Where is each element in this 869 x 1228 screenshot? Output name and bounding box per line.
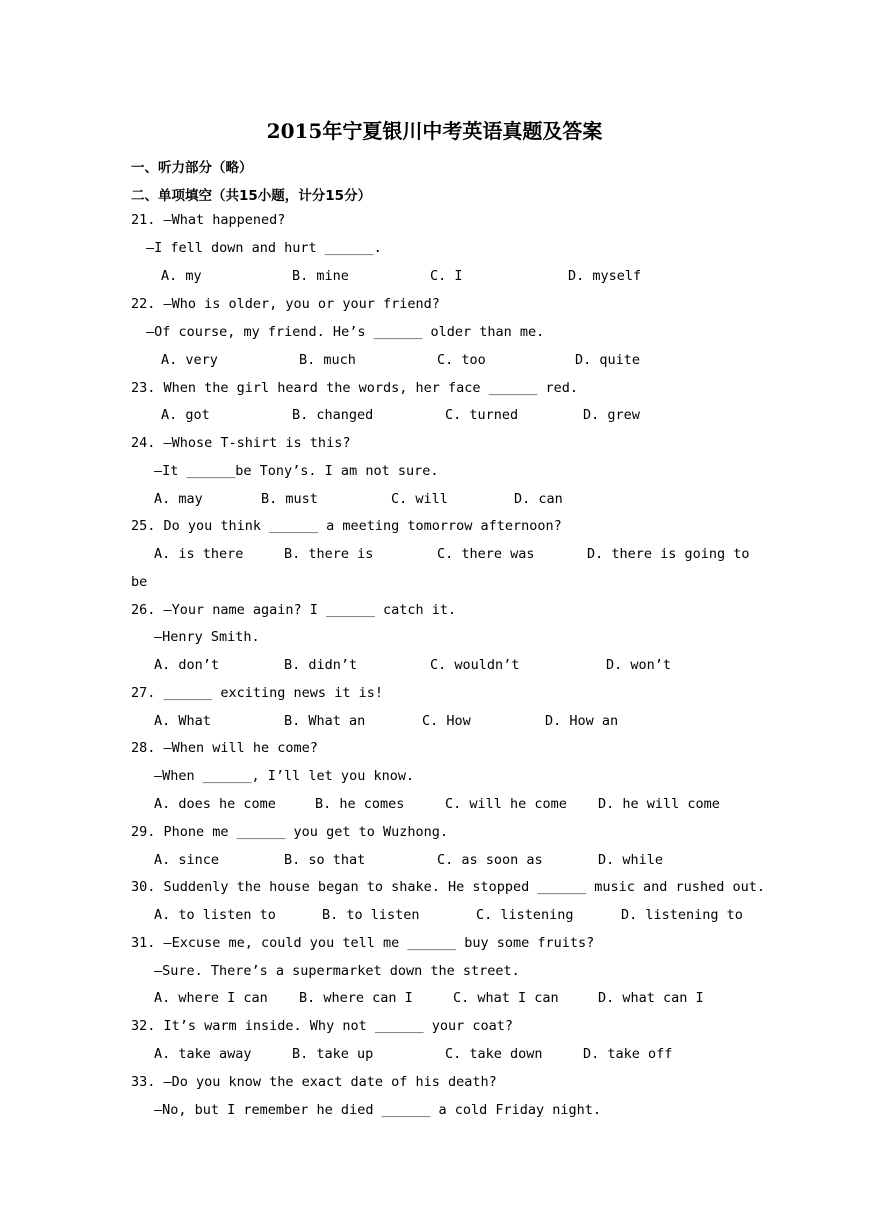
- question-22-option-a: A. very: [161, 352, 218, 368]
- question-26-option-a: A. don’t: [154, 657, 220, 673]
- question-32-option-b: B. take up: [292, 1046, 374, 1062]
- question-29-option-b: B. so that: [284, 852, 366, 868]
- question-25-option-d-wrap: be: [131, 574, 148, 590]
- section-listening: 一、听力部分（略）: [131, 160, 253, 176]
- question-30-option-c: C. listening: [476, 907, 574, 923]
- question-21-option-a: A. my: [161, 268, 202, 284]
- question-27-option-b: B. What an: [284, 713, 366, 729]
- question-31-option-b: B. where can I: [299, 990, 413, 1006]
- question-23-stem: 23. When the girl heard the words, her face ______ red.: [131, 380, 579, 396]
- question-30-stem: 30. Suddenly the house began to shake. He stopped ______ music and rushed out.: [131, 879, 765, 895]
- question-23-option-c: C. turned: [445, 407, 519, 423]
- question-28-option-a: A. does he come: [154, 796, 276, 812]
- question-21-option-d: D. myself: [568, 268, 642, 284]
- question-25-option-a: A. is there: [154, 546, 244, 562]
- question-27-option-a: A. What: [154, 713, 211, 729]
- question-27-stem: 27. ______ exciting news it is!: [131, 685, 383, 701]
- document-title: 2015年宁夏银川中考英语真题及答案: [266, 119, 603, 143]
- question-30-option-a: A. to listen to: [154, 907, 276, 923]
- question-24-option-d: D. can: [514, 491, 563, 507]
- question-21-stem: 21. —What happened?: [131, 212, 286, 228]
- question-28-line2: —When ______, I’ll let you know.: [154, 768, 415, 784]
- question-31-option-c: C. what I can: [453, 990, 559, 1006]
- question-27-option-d: D. How an: [545, 713, 619, 729]
- question-26-option-c: C. wouldn’t: [430, 657, 520, 673]
- question-29-option-c: C. as soon as: [437, 852, 543, 868]
- question-31-line2: —Sure. There’s a supermarket down the street.: [154, 963, 520, 979]
- question-22-option-c: C. too: [437, 352, 486, 368]
- question-32-option-a: A. take away: [154, 1046, 252, 1062]
- question-21-option-b: B. mine: [292, 268, 349, 284]
- question-22-option-d: D. quite: [575, 352, 641, 368]
- question-26-option-b: B. didn’t: [284, 657, 358, 673]
- question-25-option-b: B. there is: [284, 546, 374, 562]
- question-33-stem: 33. —Do you know the exact date of his death?: [131, 1074, 497, 1090]
- question-23-option-b: B. changed: [292, 407, 374, 423]
- question-28-option-d: D. he will come: [598, 796, 720, 812]
- question-24-option-b: B. must: [261, 491, 318, 507]
- question-33-line2: —No, but I remember he died ______ a cold Friday night.: [154, 1102, 602, 1118]
- question-26-option-d: D. won’t: [606, 657, 672, 673]
- question-31-stem: 31. —Excuse me, could you tell me ______ buy some fruits?: [131, 935, 595, 951]
- question-29-option-d: D. while: [598, 852, 664, 868]
- question-32-option-d: D. take off: [583, 1046, 673, 1062]
- question-24-line2: —It ______be Tony’s. I am not sure.: [154, 463, 439, 479]
- question-28-stem: 28. —When will he come?: [131, 740, 318, 756]
- question-31-option-d: D. what can I: [598, 990, 704, 1006]
- question-28-option-c: C. will he come: [445, 796, 567, 812]
- question-23-option-a: A. got: [161, 407, 210, 423]
- question-26-stem: 26. —Your name again? I ______ catch it.: [131, 602, 457, 618]
- question-24-option-a: A. may: [154, 491, 203, 507]
- question-27-option-c: C. How: [422, 713, 471, 729]
- question-25-option-c: C. there was: [437, 546, 535, 562]
- question-32-option-c: C. take down: [445, 1046, 543, 1062]
- question-25-stem: 25. Do you think ______ a meeting tomorrow afternoon?: [131, 518, 562, 534]
- question-32-stem: 32. It’s warm inside. Why not ______ your coat?: [131, 1018, 514, 1034]
- question-21-option-c: C. I: [430, 268, 463, 284]
- question-22-line2: —Of course, my friend. He’s ______ older than me.: [146, 324, 545, 340]
- question-31-option-a: A. where I can: [154, 990, 268, 1006]
- question-29-stem: 29. Phone me ______ you get to Wuzhong.: [131, 824, 448, 840]
- question-22-option-b: B. much: [299, 352, 356, 368]
- question-29-option-a: A. since: [154, 852, 220, 868]
- question-26-line2: —Henry Smith.: [154, 629, 260, 645]
- question-30-option-b: B. to listen: [322, 907, 420, 923]
- question-22-stem: 22. —Who is older, you or your friend?: [131, 296, 440, 312]
- question-24-stem: 24. —Whose T-shirt is this?: [131, 435, 351, 451]
- question-21-line2: —I fell down and hurt ______.: [146, 240, 382, 256]
- question-25-option-d: D. there is going to: [587, 546, 750, 562]
- question-23-option-d: D. grew: [583, 407, 640, 423]
- question-30-option-d: D. listening to: [621, 907, 743, 923]
- question-24-option-c: C. will: [391, 491, 448, 507]
- section-single-choice: 二、单项填空（共15小题，计分15分）: [131, 188, 372, 204]
- question-28-option-b: B. he comes: [315, 796, 405, 812]
